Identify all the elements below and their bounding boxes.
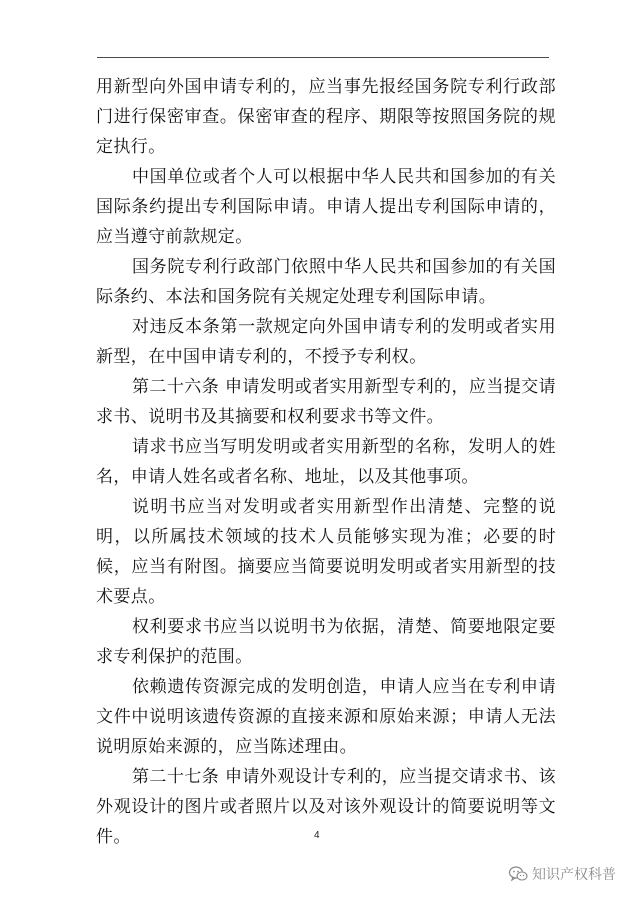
article-26-paragraph: 第二十六条 申请发明或者实用新型专利的，应当提交请求书、说明书及其摘要和权利要求书等文件。 (96, 377, 556, 427)
paragraph: 国务院专利行政部门依照中华人民共和国参加的有关国际条约、本法和国务院有关规定处理专利国际申请。 (96, 257, 556, 307)
paragraph: 用新型向外国申请专利的，应当事先报经国务院专利行政部门进行保密审查。保密审查的程序、期限等按照国务院的规定执行。 (96, 77, 556, 157)
paragraph: 说明书应当对发明或者实用新型作出清楚、完整的说明，以所属技术领域的技术人员能够实现为准；必要的时候，应当有附图。摘要应当简要说明发明或者实用新型的技术要点。 (96, 497, 556, 607)
watermark-text: 知识产权科普 (532, 867, 616, 883)
paragraph: 中国单位或者个人可以根据中华人民共和国参加的有关国际条约提出专利国际申请。申请人提出专利国际申请的，应当遵守前款规定。 (96, 167, 556, 247)
page-number: 4 (314, 830, 320, 841)
document-body (96, 72, 556, 852)
paragraph: 对违反本条第一款规定向外国申请专利的发明或者实用新型，在中国申请专利的，不授予专利权。 (96, 317, 556, 367)
header-rule (97, 57, 549, 58)
paragraph: 权利要求书应当以说明书为依据，清楚、简要地限定要求专利保护的范围。 (96, 617, 556, 667)
paragraph: 请求书应当写明发明或者实用新型的名称，发明人的姓名，申请人姓名或者名称、地址，以及其他事项。 (96, 437, 556, 487)
watermark (508, 864, 616, 884)
article-27-paragraph: 第二十七条 申请外观设计专利的，应当提交请求书、该外观设计的图片或者照片以及对该外观设计的简要说明等文件。 (96, 767, 556, 847)
paragraph: 依赖遗传资源完成的发明创造，申请人应当在专利申请文件中说明该遗传资源的直接来源和原始来源；申请人无法说明原始来源的，应当陈述理由。 (96, 677, 556, 757)
wechat-icon (508, 865, 528, 883)
